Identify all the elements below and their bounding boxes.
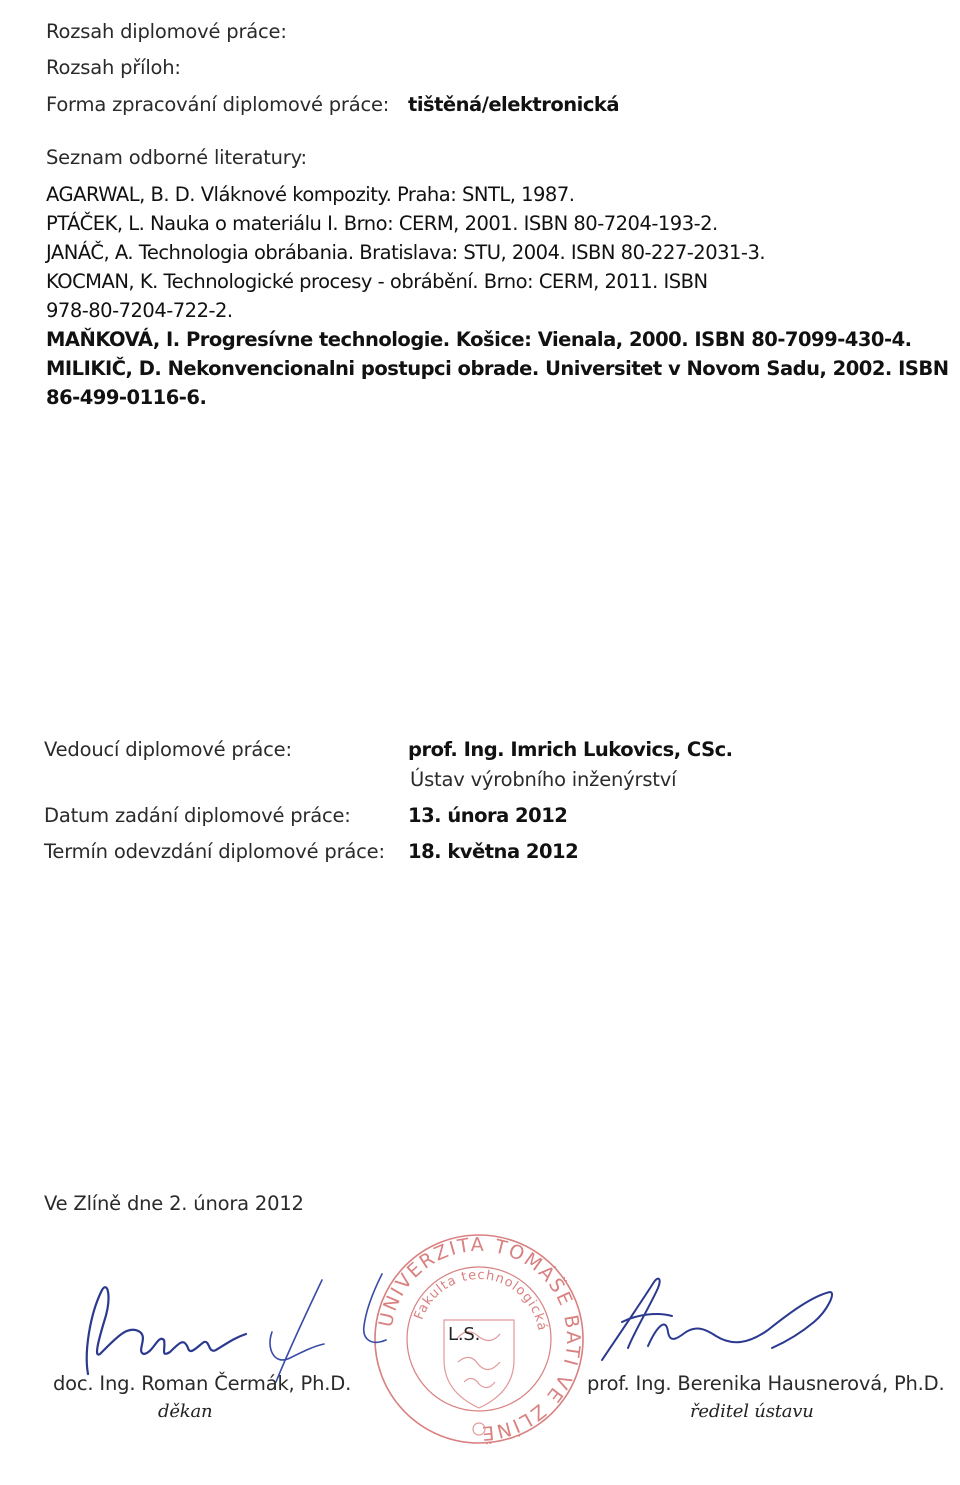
stamp-inner-text: Fakulta technologická — [411, 1267, 550, 1333]
assigned-date-label: Datum zadání diplomové práce: — [44, 804, 351, 827]
form-value: tištěná/elektronická — [408, 93, 620, 116]
stamp-outer-text: UNIVERZITA TOMÁŠE BATI VE ZLÍNĚ — [374, 1233, 585, 1445]
dean-role: děkan — [158, 1401, 213, 1422]
stamp-ls-mark: L.S. — [448, 1324, 481, 1345]
dean-name: doc. Ing. Roman Čermák, Ph.D. — [53, 1372, 352, 1395]
supervisor-department: Ústav výrobního inženýrství — [410, 768, 677, 791]
literature-heading: Seznam odborné literatury: — [46, 146, 307, 169]
scope-label: Rozsah diplomové práce: — [46, 20, 287, 43]
due-date-value: 18. května 2012 — [408, 840, 579, 863]
appendix-label: Rozsah příloh: — [46, 56, 181, 79]
signature-stroke — [352, 1270, 412, 1360]
director-signature — [592, 1262, 842, 1372]
literature-item: JANÁČ, A. Technologia obrábania. Bratislava: STU, 2004. ISBN 80-227-2031-3. — [46, 241, 766, 264]
assigned-date-value: 13. února 2012 — [408, 804, 568, 827]
director-name: prof. Ing. Berenika Hausnerová, Ph.D. — [587, 1372, 945, 1395]
literature-item: MILIKIČ, D. Nekonvencionalni postupci obrade. Universitet v Novom Sadu, 2002. ISBN — [46, 357, 949, 380]
supervisor-name: prof. Ing. Imrich Lukovics, CSc. — [408, 738, 733, 761]
literature-item: KOCMAN, K. Technologické procesy - obrábění. Brno: CERM, 2011. ISBN — [46, 270, 708, 293]
literature-item: 978-80-7204-722-2. — [46, 299, 233, 322]
director-role: ředitel ústavu — [690, 1401, 814, 1422]
due-date-label: Termín odevzdání diplomové práce: — [44, 840, 385, 863]
literature-item: PTÁČEK, L. Nauka o materiálu I. Brno: CERM, 2001. ISBN 80-7204-193-2. — [46, 212, 718, 235]
literature-item: AGARWAL, B. D. Vláknové kompozity. Praha: SNTL, 1987. — [46, 183, 575, 206]
literature-item: MAŇKOVÁ, I. Progresívne technologie. Košice: Vienala, 2000. ISBN 80-7099-430-4. — [46, 328, 912, 351]
place-date: Ve Zlíně dne 2. února 2012 — [44, 1192, 304, 1215]
supervisor-label: Vedoucí diplomové práce: — [44, 738, 292, 761]
form-label: Forma zpracování diplomové práce: — [46, 93, 390, 116]
literature-item: 86-499-0116-6. — [46, 386, 207, 409]
